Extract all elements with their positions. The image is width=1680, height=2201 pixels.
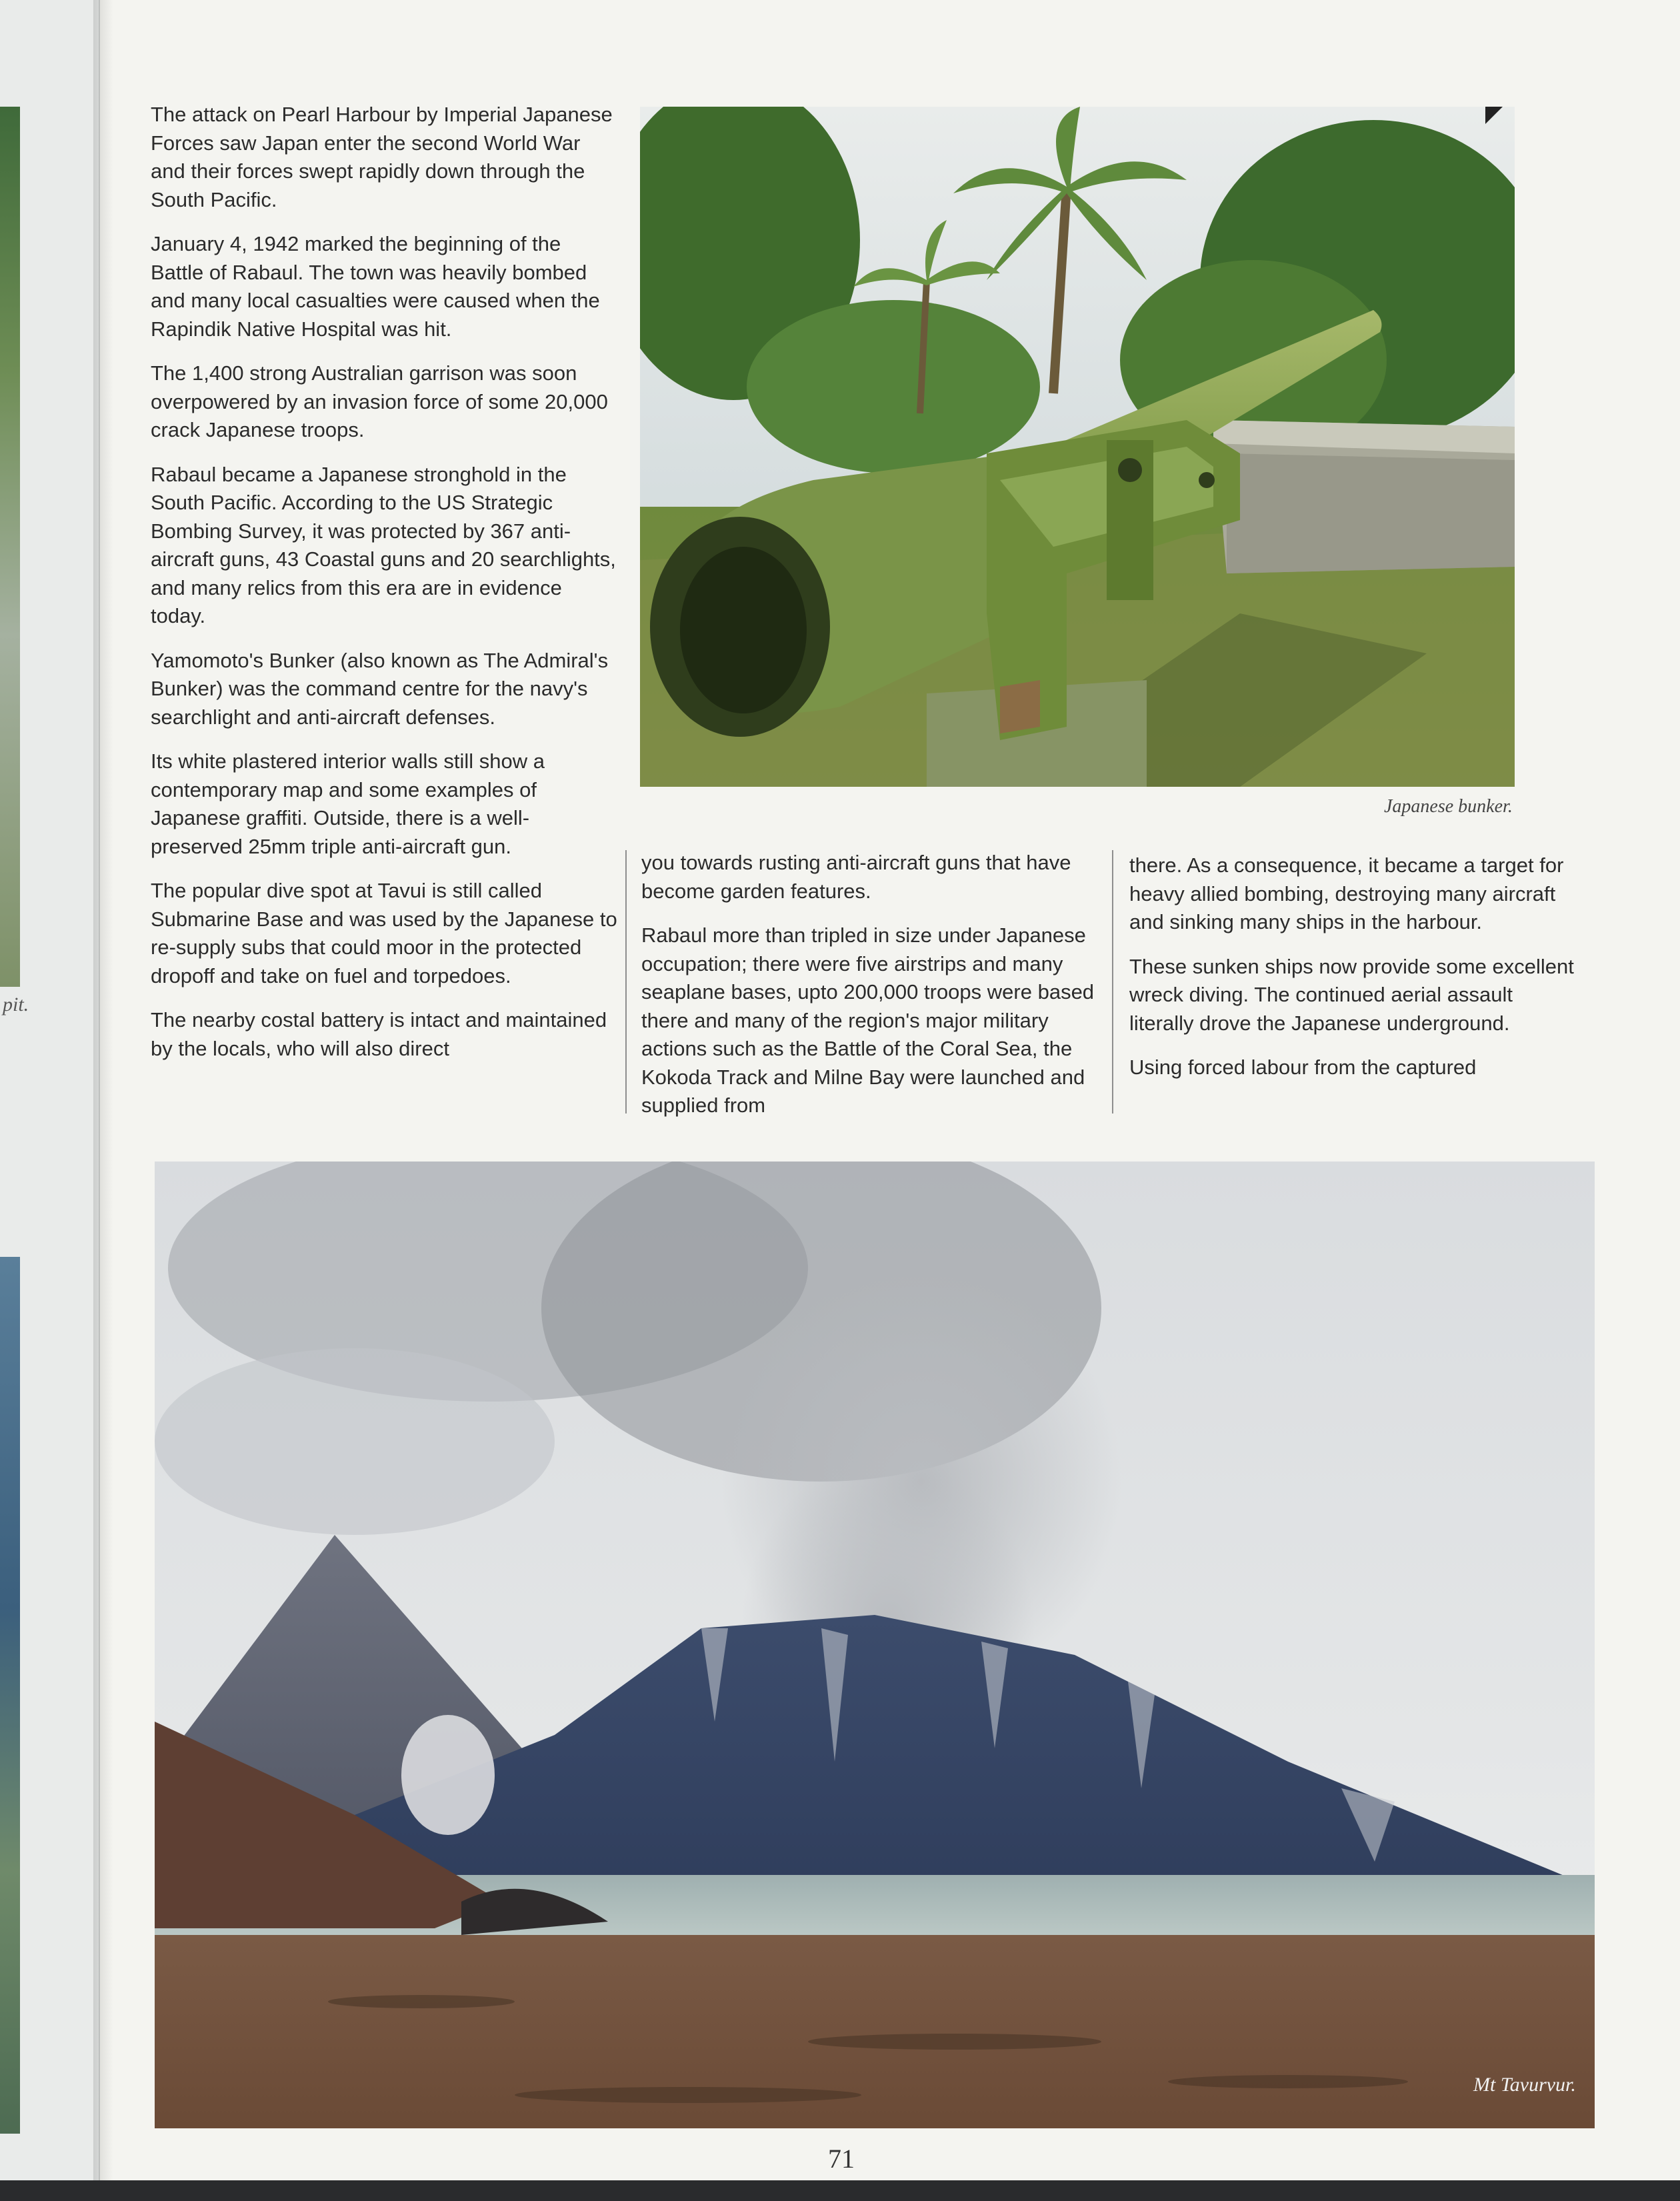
page-number: 71 <box>828 2144 855 2174</box>
article-column-1 <box>151 101 617 1079</box>
article-column-2 <box>641 849 1101 1136</box>
photo-japanese-gun <box>640 107 1515 787</box>
gun-photo-caption: Japanese bunker. <box>1384 796 1513 817</box>
page-bottom-edge <box>0 2180 1680 2201</box>
previous-page-edge <box>0 0 100 2201</box>
paragraph: Yamomoto's Bunker (also known as The Admiral's Bunker) was the command centre for the navy's searchlight and anti-aircraft defenses. <box>151 648 609 729</box>
photo-mt-tavurvur <box>155 1162 1595 2128</box>
previous-page-photo-top <box>0 107 20 987</box>
paragraph: The nearby costal battery is intact and maintained by the locals, who will also direct <box>151 1008 607 1060</box>
corner-mark <box>1485 107 1503 124</box>
gutter-shadow <box>93 0 113 2201</box>
article-column-3 <box>1129 851 1583 1098</box>
previous-page-caption: pit. <box>3 993 29 1015</box>
paragraph: Its white plastered interior walls still show a contemporary map and some examples of Japanese graffiti. Outside, there is a well-preserved 25mm triple anti-aircraft gun. <box>151 749 545 858</box>
column-divider-left <box>625 850 627 1114</box>
paragraph: These sunken ships now provide some excellent wreck diving. The continued aerial assault literally drove the Japanese underground. <box>1129 954 1574 1035</box>
paragraph: The popular dive spot at Tavui is still called Submarine Base and was used by the Japanese to re-supply subs that could moor in the protected dropoff and take on fuel and torpedoes. <box>151 879 617 987</box>
paragraph: Rabaul more than tripled in size under Japanese occupation; there were five airstrips and many seaplane bases, upto 200,000 troops were based there and many of the region's major military actions such as the Battle of the Coral Sea, the Kokoda Track and Milne Bay were launched and supplied from <box>641 923 1095 1117</box>
gun-photo-illustration <box>640 107 1515 787</box>
column-divider-right <box>1112 850 1113 1114</box>
paragraph: The attack on Pearl Harbour by Imperial Japanese Forces saw Japan enter the second World War and their forces swept rapidly down through the South Pacific. <box>151 103 613 211</box>
paragraph: there. As a consequence, it became a target for heavy allied bombing, destroying many aircraft and sinking many ships in the harbour. <box>1129 853 1564 933</box>
paragraph: you towards rusting anti-aircraft guns that have become garden features. <box>641 851 1071 903</box>
volcano-photo-caption: Mt Tavurvur. <box>1473 2074 1576 2096</box>
paragraph: January 4, 1942 marked the beginning of the Battle of Rabaul. The town was heavily bombed and many local casualties were caused when the Rapindik Native Hospital was hit. <box>151 232 600 341</box>
previous-page-photo-bottom <box>0 1257 20 2134</box>
volcano-photo-illustration <box>155 1162 1595 2128</box>
paragraph: Using forced labour from the captured <box>1129 1055 1477 1079</box>
paragraph: Rabaul became a Japanese stronghold in the South Pacific. According to the US Strategic Bombing Survey, it was protected by 367 anti-aircraft guns, 43 Coastal guns and 20 searchlights, and many relics from this era are in evidence today. <box>151 462 616 627</box>
paragraph: The 1,400 strong Australian garrison was soon overpowered by an invasion force of some 20,000 crack Japanese troops. <box>151 361 608 441</box>
